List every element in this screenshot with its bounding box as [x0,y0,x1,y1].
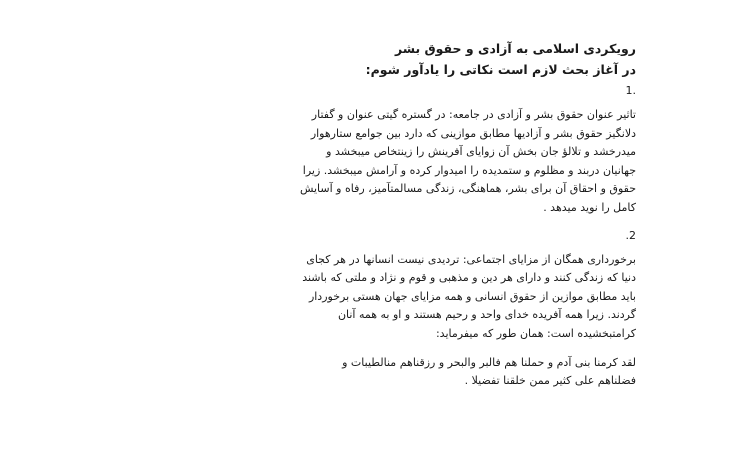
paragraph-line: دلانگیز حقوق بشر و آزادیها مطابق موازینی که دارد بین جوامع ستارهوار [310,126,636,140]
paragraph-line: گردند. زیرا همه آفریده خدای واحد و رحیم هستند و او به همه آنان [337,308,636,322]
document-page [88,38,636,391]
quran-verse [88,354,636,391]
section-2-number: .2 [625,228,636,242]
verse-line: لقد کرمنا بنی آدم و حملنا هم فالبر والبحر و رزقناهم منالطیبات و [342,355,636,369]
paragraph-line: میدرخشد و تلالؤ جان بخش آن زوایای آفرینش را زینتخاص میبخشد و [326,145,636,159]
document-subtitle: در آغاز بحث لازم است نکاتی را یادآور شوم: [365,62,636,77]
paragraph-line: دنیا که زندگی کنند و دارای هر دین و مذهبی و قوم و نژاد و ملتی که باشند [302,271,636,285]
section-1-paragraph [88,106,636,218]
document-title: رویکردی اسلامی به آزادی و حقوق بشر [394,41,636,56]
verse-line: فضلناهم علی کثیر ممن خلقنا تفضیلا . [464,374,636,388]
paragraph-line: جهانیان دربند و مظلوم و ستمدیده را امیدوار کرده و آرامش میبخشد. زیرا [302,163,636,177]
paragraph-line: باید مطابق موازین از حقوق انسانی و همه مزایای جهان هستی برخوردار [308,289,636,303]
section-2-paragraph [88,251,636,344]
section-1-number: 1. [625,84,636,97]
paragraph-line: کرامتبخشیده است: همان طور که میفرماید: [435,326,636,340]
paragraph-line: کامل را نوید میدهد . [543,200,636,214]
paragraph-line: حقوق و احقاق آن برای بشر، هماهنگی، زندگی مسالمتآمیز، رفاه و آسایش [299,182,636,196]
paragraph-line: تاثیر عنوان حقوق بشر و آزادی در جامعه: در گستره گیتی عنوان و گفتار [311,108,636,121]
paragraph-line: برخورداری همگان از مزایای اجتماعی: تردیدی نیست انسانها در هر کجای [306,252,636,266]
